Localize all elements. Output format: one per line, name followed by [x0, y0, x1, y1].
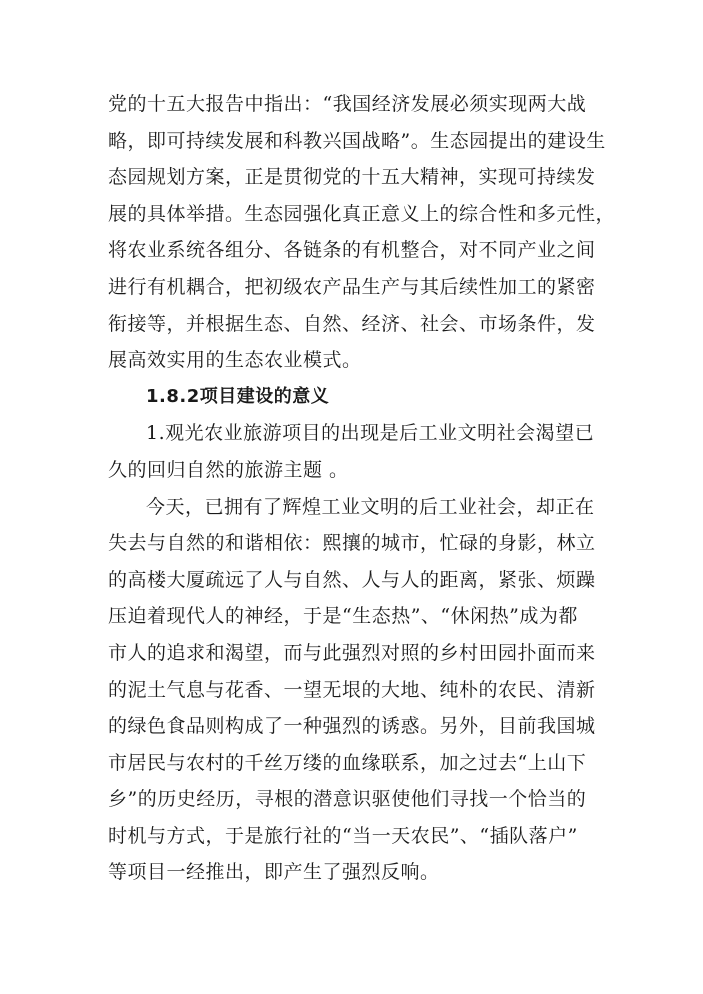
paragraph-post-industrial-society — [108, 489, 596, 892]
text-line: 衔接等，并根据生态、自然、经济、社会、市场条件，发 — [108, 312, 596, 335]
text-line: 的绿色食品则构成了一种强烈的诱惑。另外，目前我国城 — [108, 715, 596, 738]
paragraph-ecological-park — [108, 86, 616, 379]
text-line: 乡”的历史经历，寻根的潜意识驱使他们寻找一个恰当的 — [108, 788, 587, 811]
document-body — [108, 86, 616, 891]
text-line: 久的回归自然的旅游主题 。 — [108, 458, 349, 481]
text-line: 进行有机耦合，把初级农产品生产与其后续性加工的紧密 — [108, 275, 596, 298]
text-line: 1.观光农业旅游项目的出现是后工业文明社会渴望已 — [146, 422, 595, 445]
text-line: 态园规划方案，正是贯彻党的十五大精神，实现可持续发 — [108, 166, 596, 189]
text-line: 略，即可持续发展和科教兴国战略”。生态园提出的建设生 — [108, 129, 606, 152]
text-line: 市居民与农村的千丝万缕的血缘联系，加之过去“上山下 — [108, 751, 587, 774]
text-line: 展的具体举措。生态园强化真正意义上的综合性和多元性， — [108, 202, 616, 225]
text-line: 市人的追求和渴望，而与此强烈对照的乡村田园扑面而来 — [108, 641, 596, 664]
text-line: 的高楼大厦疏远了人与自然、人与人的距离，紧张、烦躁 — [108, 568, 596, 591]
text-line: 等项目一经推出，即产生了强烈反响。 — [108, 861, 440, 884]
text-line: 将农业系统各组分、各链条的有机整合，对不同产业之间 — [108, 239, 596, 262]
section-heading: 1.8.2项目建设的意义 — [146, 385, 330, 407]
text-line: 展高效实用的生态农业模式。 — [108, 349, 362, 372]
text-line: 的泥土气息与花香、一望无垠的大地、纯朴的农民、清新 — [108, 678, 596, 701]
text-line: 今天，已拥有了辉煌工业文明的后工业社会，却正在 — [146, 495, 595, 518]
text-line: 时机与方式，于是旅行社的“当一天农民”、“插队落户” — [108, 824, 578, 847]
text-line: 党的十五大报告中指出：“我国经济发展必须实现两大战 — [108, 93, 587, 115]
paragraph-tourism-theme — [108, 415, 595, 488]
text-line: 失去与自然的和谐相依：熙攘的城市，忙碌的身影，林立 — [108, 532, 596, 555]
text-line: 压迫着现代人的神经，于是“生态热”、“休闲热”成为都 — [108, 605, 578, 628]
